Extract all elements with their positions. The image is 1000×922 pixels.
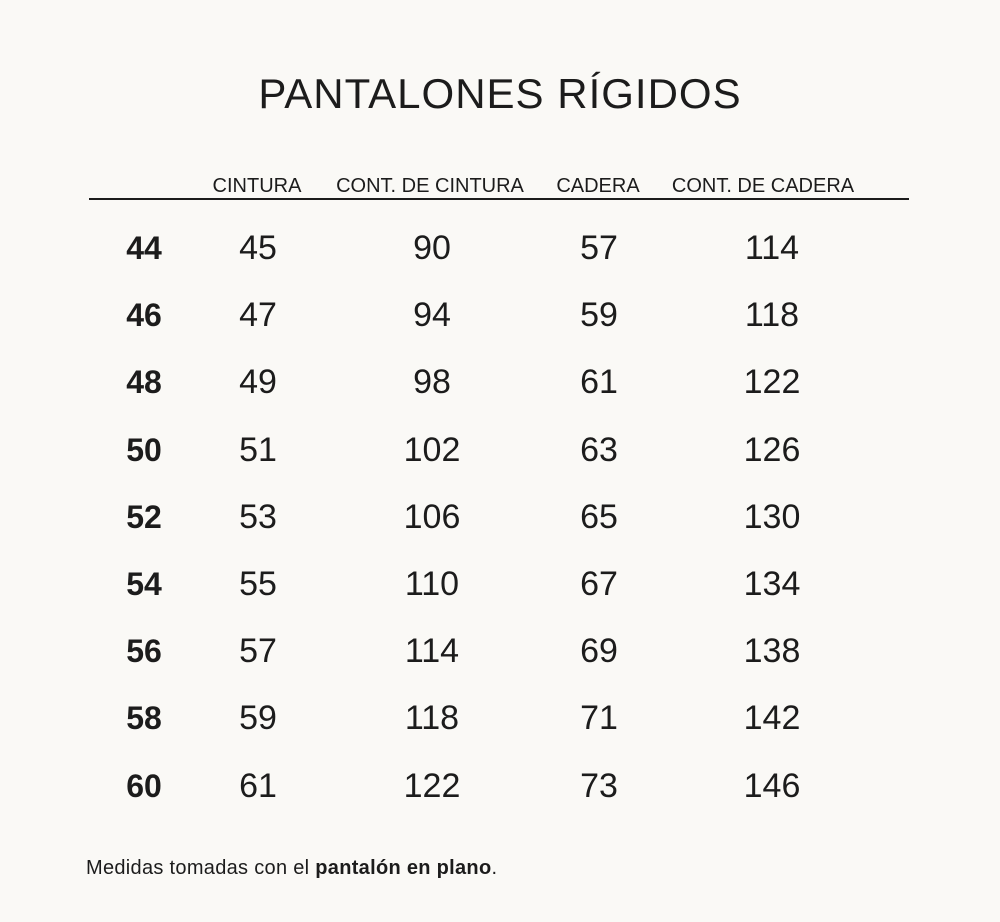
page-title: PANTALONES RÍGIDOS: [258, 70, 742, 117]
size-cell: 48: [126, 364, 162, 401]
measure-cell: 47: [239, 296, 277, 335]
size-cell: 58: [126, 700, 162, 737]
measure-cell: 73: [580, 766, 618, 805]
header-divider: [89, 198, 909, 200]
measure-cell: 57: [239, 632, 277, 671]
measure-cell: 110: [404, 565, 460, 603]
table-row: [0, 362, 1000, 402]
measure-cell: 146: [743, 766, 801, 805]
size-cell: 56: [126, 633, 162, 670]
footnote-prefix: Medidas tomadas con el: [86, 857, 316, 879]
size-cell: 46: [126, 297, 162, 334]
measure-cell: 90: [413, 229, 451, 267]
measure-cell: 130: [743, 497, 801, 536]
measure-cell: 51: [239, 430, 277, 469]
column-header-cadera: CADERA: [556, 175, 640, 197]
footnote: [86, 856, 497, 880]
measure-cell: 45: [239, 229, 277, 267]
size-cell: 50: [126, 431, 162, 468]
measure-cell: 98: [413, 363, 451, 402]
measure-cell: 122: [743, 363, 801, 402]
size-cell: 60: [126, 767, 162, 804]
table-row: [0, 564, 1000, 604]
measure-cell: 138: [743, 632, 801, 671]
measure-cell: 69: [580, 632, 618, 671]
measure-cell: 126: [743, 430, 801, 469]
table-row: [0, 430, 1000, 470]
measure-cell: 118: [744, 296, 800, 335]
measure-cell: 65: [580, 497, 618, 536]
table-row: [0, 698, 1000, 738]
measure-cell: 63: [580, 430, 618, 469]
footnote-emphasis: pantalón en plano: [315, 857, 492, 879]
measure-cell: 106: [403, 497, 461, 536]
measure-cell: 102: [403, 430, 461, 469]
table-row: [0, 295, 1000, 335]
table-row: [0, 766, 1000, 806]
measure-cell: 67: [580, 565, 618, 603]
measure-cell: 61: [239, 766, 277, 805]
column-header-cont-cintura: CONT. DE CINTURA: [336, 175, 524, 197]
measure-cell: 134: [743, 565, 801, 603]
size-cell: 52: [126, 498, 162, 535]
size-cell: 54: [126, 566, 162, 602]
table-row: [0, 497, 1000, 537]
column-header-cintura: CINTURA: [212, 175, 302, 197]
column-header-cont-cadera: CONT. DE CADERA: [671, 175, 855, 197]
measure-cell: 118: [404, 699, 460, 738]
measure-cell: 59: [239, 699, 277, 738]
measure-cell: 55: [239, 565, 277, 603]
measure-cell: 122: [403, 766, 461, 805]
measure-cell: 57: [580, 229, 618, 267]
measure-cell: 53: [239, 497, 277, 536]
measure-cell: 59: [580, 296, 618, 335]
measure-cell: 114: [404, 632, 460, 671]
measure-cell: 142: [743, 699, 801, 738]
measure-cell: 94: [413, 296, 451, 335]
measure-cell: 61: [580, 363, 618, 402]
measure-cell: 49: [239, 363, 277, 402]
table-row: [0, 228, 1000, 268]
measure-cell: 114: [744, 229, 800, 267]
table-row: [0, 631, 1000, 671]
size-cell: 44: [126, 230, 162, 266]
measure-cell: 71: [580, 699, 618, 738]
footnote-suffix: .: [491, 857, 498, 879]
